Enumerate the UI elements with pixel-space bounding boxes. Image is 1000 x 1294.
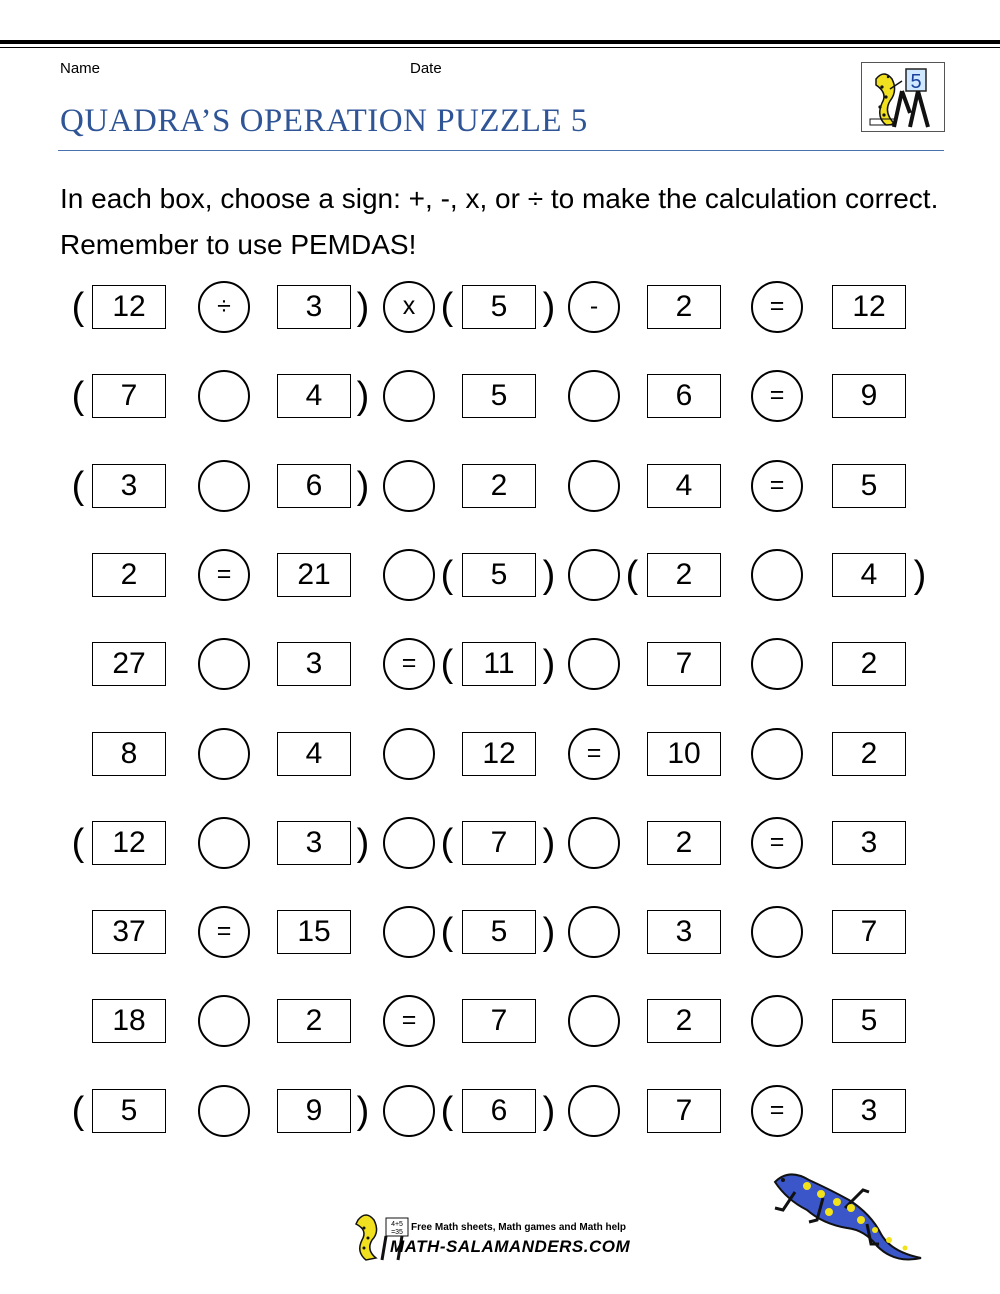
puzzle-row [0,821,1000,867]
open-paren: ( [440,286,454,328]
operator-circle[interactable] [751,638,803,690]
number-box: 2 [647,553,721,597]
close-paren: ) [542,911,556,953]
equals-circle: = [198,549,250,601]
number-box: 18 [92,999,166,1043]
puzzle-row [0,910,1000,956]
number-box: 2 [92,553,166,597]
close-paren: ) [542,1090,556,1132]
puzzle-row [0,464,1000,510]
number-box: 3 [647,910,721,954]
number-box: 5 [832,464,906,508]
number-box: 6 [647,374,721,418]
equals-circle: = [198,906,250,958]
open-paren: ( [71,822,85,864]
equals-circle: = [751,281,803,333]
close-paren: ) [542,822,556,864]
equals-circle: = [751,817,803,869]
number-box: 7 [647,1089,721,1133]
number-box: 3 [277,642,351,686]
operator-circle[interactable] [751,995,803,1047]
number-box: 7 [832,910,906,954]
number-box: 21 [277,553,351,597]
number-box: 7 [92,374,166,418]
operator-circle[interactable] [198,370,250,422]
open-paren: ( [440,554,454,596]
operator-circle[interactable] [383,728,435,780]
operator-circle[interactable] [383,1085,435,1137]
equals-circle: = [751,370,803,422]
puzzle-row [0,374,1000,420]
number-box: 27 [92,642,166,686]
title-underline [58,150,944,151]
close-paren: ) [542,643,556,685]
page-title: QUADRA’S OPERATION PUZZLE 5 [60,103,588,139]
operator-circle[interactable] [198,460,250,512]
number-box: 15 [277,910,351,954]
number-box: 5 [92,1089,166,1133]
operator-circle[interactable] [383,817,435,869]
number-box: 5 [462,285,536,329]
number-box: 2 [647,821,721,865]
number-box: 9 [277,1089,351,1133]
close-paren: ) [913,554,927,596]
number-box: 6 [462,1089,536,1133]
operator-circle[interactable] [568,638,620,690]
puzzle-row [0,642,1000,688]
operator-circle[interactable] [383,460,435,512]
footer-badge-line-2: =35 [391,1229,403,1236]
number-box: 12 [92,821,166,865]
number-box: 5 [462,553,536,597]
open-paren: ( [625,554,639,596]
puzzle-row [0,1089,1000,1135]
open-paren: ( [71,286,85,328]
operator-circle[interactable]: ÷ [198,281,250,333]
number-box: 3 [277,821,351,865]
open-paren: ( [440,911,454,953]
operator-circle[interactable] [198,817,250,869]
instructions: In each box, choose a sign: +, -, x, or ÷ to make the calculation correct. Remember to use PEMDAS! [60,183,939,260]
number-box: 3 [832,821,906,865]
number-box: 2 [647,285,721,329]
salamander-logo-icon [862,63,944,131]
number-box: 2 [277,999,351,1043]
number-box: 5 [832,999,906,1043]
top-rule-thin [0,47,1000,48]
number-box: 7 [462,999,536,1043]
number-box: 11 [462,642,536,686]
open-paren: ( [71,1090,85,1132]
operator-circle[interactable] [568,549,620,601]
close-paren: ) [356,822,370,864]
number-box: 5 [462,374,536,418]
operator-circle[interactable] [383,370,435,422]
math-salamanders-logo [861,62,945,132]
blue-salamander-icon [765,1168,935,1268]
operator-circle[interactable] [568,460,620,512]
date-label: Date [410,60,442,77]
number-box: 12 [92,285,166,329]
close-paren: ) [356,375,370,417]
close-paren: ) [356,465,370,507]
number-box: 3 [92,464,166,508]
equals-circle: = [751,460,803,512]
puzzle-row [0,285,1000,331]
operator-circle[interactable] [751,728,803,780]
close-paren: ) [356,1090,370,1132]
number-box: 2 [647,999,721,1043]
number-box: 3 [277,285,351,329]
puzzle-row [0,999,1000,1045]
open-paren: ( [71,375,85,417]
operator-circle[interactable] [568,995,620,1047]
number-box: 37 [92,910,166,954]
operator-circle[interactable] [383,906,435,958]
logo-number: 5 [910,71,922,93]
operator-circle[interactable] [198,728,250,780]
number-box: 12 [462,732,536,776]
number-box: 5 [462,910,536,954]
operator-circle[interactable] [198,1085,250,1137]
operator-circle[interactable] [568,370,620,422]
number-box: 4 [277,374,351,418]
equals-circle: = [383,638,435,690]
close-paren: ) [542,286,556,328]
close-paren: ) [542,554,556,596]
name-label: Name [60,60,101,77]
number-box: 9 [832,374,906,418]
operator-circle[interactable] [751,906,803,958]
equals-circle: = [751,1085,803,1137]
number-box: 2 [832,732,906,776]
number-box: 7 [462,821,536,865]
operator-circle[interactable]: - [568,281,620,333]
equals-circle: = [568,728,620,780]
footer-tagline: Free Math sheets, Math games and Math help [411,1222,627,1233]
operator-circle[interactable] [198,638,250,690]
open-paren: ( [71,465,85,507]
top-rule-thick [0,40,1000,44]
number-box: 3 [832,1089,906,1133]
open-paren: ( [440,643,454,685]
number-box: 6 [277,464,351,508]
open-paren: ( [440,1090,454,1132]
number-box: 4 [832,553,906,597]
number-box: 2 [462,464,536,508]
number-box: 12 [832,285,906,329]
close-paren: ) [356,286,370,328]
operator-circle[interactable] [568,906,620,958]
number-box: 7 [647,642,721,686]
number-box: 8 [92,732,166,776]
footer-badge-line-1: 4+5 [391,1221,403,1228]
number-box: 4 [647,464,721,508]
operator-circle[interactable] [568,1085,620,1137]
equals-circle: = [383,995,435,1047]
operator-circle[interactable]: x [383,281,435,333]
operator-circle[interactable] [751,549,803,601]
operator-circle[interactable] [198,995,250,1047]
number-box: 4 [277,732,351,776]
operator-circle[interactable] [383,549,435,601]
puzzle-row [0,553,1000,599]
number-box: 2 [832,642,906,686]
operator-circle[interactable] [568,817,620,869]
open-paren: ( [440,822,454,864]
puzzle-row [0,732,1000,778]
number-box: 10 [647,732,721,776]
footer-site-link[interactable]: MATH-SALAMANDERS.COM [390,1237,631,1256]
